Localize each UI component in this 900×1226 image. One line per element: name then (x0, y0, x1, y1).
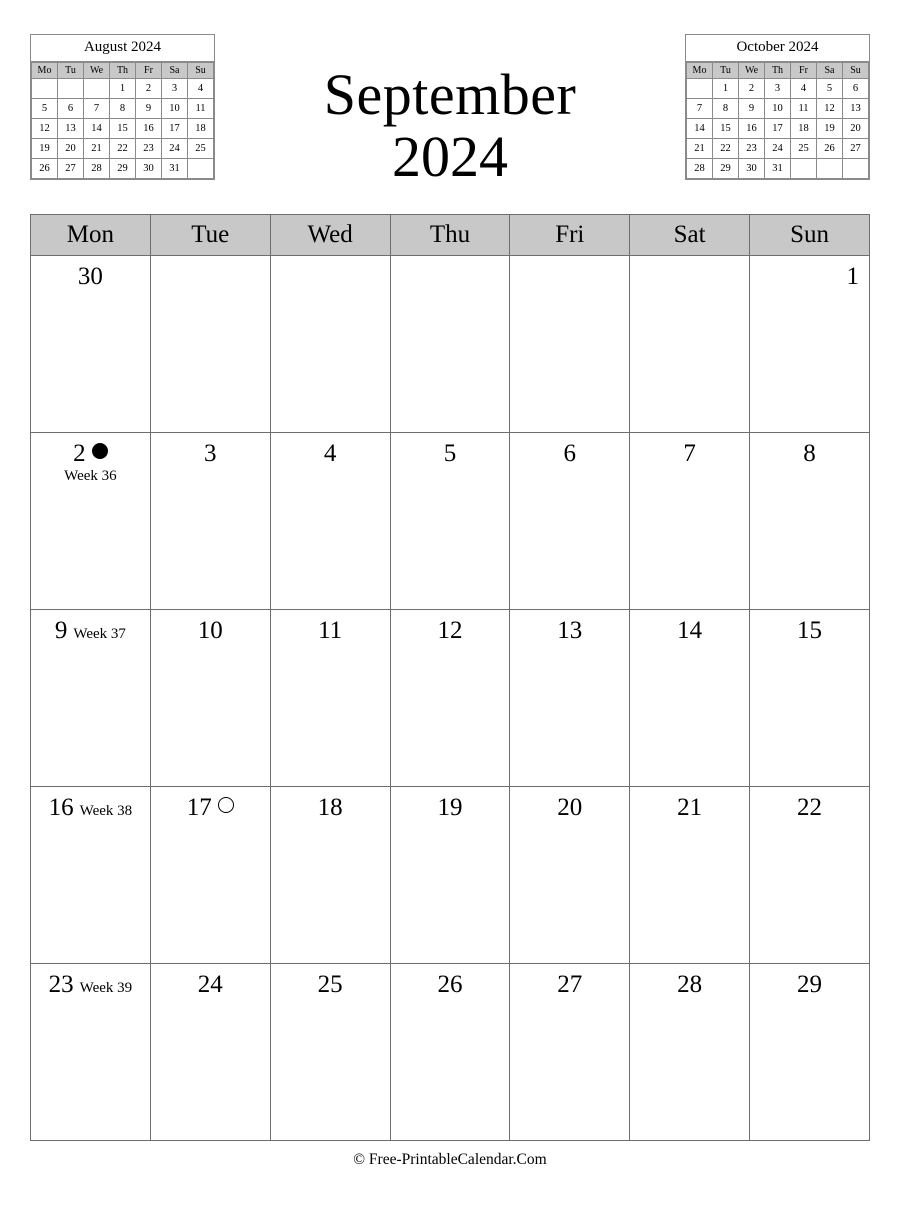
mini-week-row (687, 159, 869, 179)
day-cell[interactable] (630, 610, 750, 787)
day-number: 1 (846, 263, 859, 290)
mini-day-cell: 24 (765, 139, 791, 159)
mini-weekday: Sa (162, 63, 188, 79)
calendar-week-row (31, 964, 870, 1141)
day-number: 15 (797, 617, 823, 644)
mini-calendar-grid (686, 62, 869, 179)
mini-week-row (32, 139, 214, 159)
mini-day-cell: 28 (84, 159, 110, 179)
day-cell[interactable] (630, 964, 750, 1141)
day-number: 7 (683, 440, 696, 467)
day-number: 24 (197, 971, 223, 998)
day-cell[interactable] (750, 964, 870, 1141)
mini-day-cell: 22 (110, 139, 136, 159)
mini-day-cell: 8 (713, 99, 739, 119)
day-cell[interactable] (150, 964, 270, 1141)
day-cell[interactable] (390, 256, 510, 433)
day-number: 5 (443, 440, 457, 467)
calendar-week-row (31, 787, 870, 964)
mini-day-cell: 21 (687, 139, 713, 159)
day-cell[interactable] (390, 433, 510, 610)
day-number: 22 (797, 794, 823, 821)
day-number-row (31, 256, 150, 290)
calendar-header (30, 26, 870, 214)
day-number: 21 (677, 794, 703, 821)
weekday-header-fri: Fri (510, 215, 630, 256)
mini-day-cell (843, 159, 869, 179)
calendar-week-row (31, 433, 870, 610)
mini-weekday-row (32, 63, 214, 79)
mini-day-cell: 28 (687, 159, 713, 179)
mini-week-row (687, 79, 869, 99)
day-number: 12 (437, 617, 463, 644)
day-number-row (151, 610, 270, 644)
mini-day-cell: 21 (84, 139, 110, 159)
mini-day-cell: 27 (843, 139, 869, 159)
day-cell[interactable] (510, 256, 630, 433)
footer-credit[interactable]: © Free-PrintableCalendar.Com (353, 1151, 547, 1168)
day-cell[interactable] (150, 256, 270, 433)
mini-day-cell: 7 (84, 99, 110, 119)
mini-day-cell: 25 (791, 139, 817, 159)
day-number: 30 (77, 263, 103, 290)
mini-day-cell (687, 79, 713, 99)
mini-calendar-title: August 2024 (31, 35, 214, 62)
mini-day-cell (188, 159, 214, 179)
mini-day-cell: 16 (136, 119, 162, 139)
weekday-header-sat: Sat (630, 215, 750, 256)
weekday-header-wed: Wed (270, 215, 390, 256)
mini-day-cell: 2 (739, 79, 765, 99)
day-number-row (630, 964, 749, 998)
weekday-header-sun: Sun (750, 215, 870, 256)
mini-day-cell: 13 (58, 119, 84, 139)
day-cell[interactable] (390, 964, 510, 1141)
day-cell[interactable] (31, 964, 151, 1141)
mini-day-cell: 31 (765, 159, 791, 179)
mini-week-row (32, 159, 214, 179)
mini-day-cell: 5 (817, 79, 843, 99)
day-number: 13 (557, 617, 583, 644)
day-number-row (271, 433, 390, 467)
mini-day-cell: 15 (713, 119, 739, 139)
day-number-row (510, 610, 629, 644)
mini-week-row (687, 119, 869, 139)
calendar-week-row (31, 256, 870, 433)
day-cell[interactable] (510, 964, 630, 1141)
day-number-row (750, 256, 869, 290)
day-number: 18 (317, 794, 343, 821)
mini-day-cell: 6 (58, 99, 84, 119)
mini-day-cell: 18 (188, 119, 214, 139)
mini-calendar-grid (31, 62, 214, 179)
week-number-label: Week 38 (79, 803, 133, 819)
weekday-header-row (31, 215, 870, 256)
day-number: 11 (318, 617, 343, 644)
mini-weekday: We (739, 63, 765, 79)
day-number-row (31, 610, 150, 644)
mini-day-cell: 16 (739, 119, 765, 139)
week-number-label: Week 36 (64, 468, 117, 484)
mini-day-cell: 9 (739, 99, 765, 119)
day-cell[interactable] (750, 433, 870, 610)
day-number-row (151, 256, 270, 264)
mini-day-cell: 12 (32, 119, 58, 139)
day-cell[interactable] (270, 256, 390, 433)
day-number-row (510, 433, 629, 467)
full-moon-icon (218, 797, 234, 813)
weekday-header-tue: Tue (150, 215, 270, 256)
day-number-row (151, 964, 270, 998)
mini-day-cell: 8 (110, 99, 136, 119)
mini-day-cell: 3 (765, 79, 791, 99)
day-cell[interactable] (510, 433, 630, 610)
mini-day-cell: 4 (791, 79, 817, 99)
title-year: 2024 (392, 124, 508, 189)
day-number: 17 (186, 794, 212, 821)
mini-weekday-row (687, 63, 869, 79)
mini-day-cell: 29 (713, 159, 739, 179)
mini-day-cell: 3 (162, 79, 188, 99)
mini-day-cell: 6 (843, 79, 869, 99)
day-number-row (510, 787, 629, 821)
mini-day-cell: 10 (162, 99, 188, 119)
mini-weekday: Su (843, 63, 869, 79)
mini-calendar-next-month (685, 34, 870, 180)
mini-day-cell (84, 79, 110, 99)
mini-weekday: We (84, 63, 110, 79)
day-number-row (31, 433, 150, 467)
mini-weekday: Th (110, 63, 136, 79)
day-number-row (271, 256, 390, 264)
mini-day-cell: 11 (188, 99, 214, 119)
mini-day-cell (817, 159, 843, 179)
day-number-row (630, 610, 749, 644)
day-cell[interactable] (270, 787, 390, 964)
day-number-row (391, 433, 510, 467)
mini-week-row (32, 79, 214, 99)
day-number: 10 (197, 617, 223, 644)
mini-day-cell: 14 (687, 119, 713, 139)
mini-day-cell: 9 (136, 99, 162, 119)
mini-calendar-title: October 2024 (686, 35, 869, 62)
day-number: 2 (73, 440, 86, 467)
mini-calendar-previous-month (30, 34, 215, 180)
day-content (31, 433, 150, 486)
day-number-row (31, 787, 150, 821)
mini-day-cell: 26 (32, 159, 58, 179)
day-number: 8 (803, 440, 816, 467)
day-number-row (630, 433, 749, 467)
mini-weekday: Mo (32, 63, 58, 79)
mini-day-cell (32, 79, 58, 99)
new-moon-icon (92, 443, 108, 459)
week-number-label: Week 39 (79, 980, 133, 996)
day-cell[interactable] (31, 610, 151, 787)
mini-weekday: Tu (58, 63, 84, 79)
weekday-header-thu: Thu (390, 215, 510, 256)
day-number: 28 (677, 971, 703, 998)
mini-day-cell: 31 (162, 159, 188, 179)
day-cell[interactable] (150, 433, 270, 610)
day-number-row (271, 964, 390, 998)
day-number-row (391, 610, 510, 644)
day-cell[interactable] (270, 964, 390, 1141)
day-content (31, 787, 150, 821)
day-number-row (271, 610, 390, 644)
day-cell[interactable] (31, 433, 151, 610)
day-number-row (750, 610, 869, 644)
mini-week-row (32, 99, 214, 119)
mini-day-cell: 1 (713, 79, 739, 99)
mini-day-cell: 2 (136, 79, 162, 99)
day-cell[interactable] (630, 787, 750, 964)
mini-day-cell: 19 (817, 119, 843, 139)
day-number: 4 (323, 440, 337, 467)
day-number: 27 (557, 971, 583, 998)
day-number-row (750, 433, 869, 467)
day-cell[interactable] (750, 256, 870, 433)
day-number-row (31, 964, 150, 998)
day-number: 29 (797, 971, 823, 998)
mini-weekday: Tu (713, 63, 739, 79)
day-number-row (510, 964, 629, 998)
mini-weekday: Fr (791, 63, 817, 79)
day-number: 3 (204, 440, 217, 467)
day-number-row (391, 787, 510, 821)
mini-day-cell: 23 (739, 139, 765, 159)
mini-day-cell: 10 (765, 99, 791, 119)
mini-day-cell: 26 (817, 139, 843, 159)
mini-day-cell: 4 (188, 79, 214, 99)
mini-week-row (32, 119, 214, 139)
mini-day-cell: 7 (687, 99, 713, 119)
day-number-row (271, 787, 390, 821)
mini-day-cell: 30 (739, 159, 765, 179)
mini-day-cell: 20 (58, 139, 84, 159)
mini-day-cell: 13 (843, 99, 869, 119)
mini-day-cell: 12 (817, 99, 843, 119)
mini-day-cell: 14 (84, 119, 110, 139)
day-number-row (391, 256, 510, 264)
mini-day-cell: 18 (791, 119, 817, 139)
day-number: 26 (437, 971, 463, 998)
mini-day-cell: 1 (110, 79, 136, 99)
day-cell[interactable] (390, 610, 510, 787)
week-number-label: Week 37 (73, 626, 126, 642)
day-cell[interactable] (150, 610, 270, 787)
mini-day-cell: 20 (843, 119, 869, 139)
day-cell[interactable] (270, 610, 390, 787)
mini-day-cell: 15 (110, 119, 136, 139)
day-cell[interactable] (31, 787, 151, 964)
day-cell[interactable] (630, 433, 750, 610)
calendar-week-row (31, 610, 870, 787)
mini-day-cell: 19 (32, 139, 58, 159)
weekday-header-mon: Mon (31, 215, 151, 256)
day-cell[interactable] (390, 787, 510, 964)
mini-weekday: Mo (687, 63, 713, 79)
mini-week-row (687, 139, 869, 159)
mini-day-cell: 30 (136, 159, 162, 179)
mini-weekday: Sa (817, 63, 843, 79)
day-cell[interactable] (510, 787, 630, 964)
day-number-row (510, 256, 629, 264)
day-cell[interactable] (150, 787, 270, 964)
day-cell[interactable] (630, 256, 750, 433)
mini-weekday: Su (188, 63, 214, 79)
mini-day-cell: 29 (110, 159, 136, 179)
mini-day-cell: 25 (188, 139, 214, 159)
title-month: September (323, 62, 577, 127)
day-number: 19 (437, 794, 463, 821)
day-number-row (391, 964, 510, 998)
day-number-row (151, 787, 270, 821)
day-number: 9 (54, 617, 68, 644)
day-number: 20 (557, 794, 583, 821)
day-content (31, 610, 150, 644)
mini-day-cell: 27 (58, 159, 84, 179)
day-number: 23 (48, 971, 74, 998)
mini-weekday: Fr (136, 63, 162, 79)
day-number-row (151, 433, 270, 467)
day-cell[interactable] (270, 433, 390, 610)
mini-day-cell: 11 (791, 99, 817, 119)
mini-day-cell: 22 (713, 139, 739, 159)
day-number: 25 (317, 971, 343, 998)
mini-day-cell: 17 (162, 119, 188, 139)
day-cell[interactable] (31, 256, 151, 433)
day-cell[interactable] (750, 787, 870, 964)
mini-day-cell: 17 (765, 119, 791, 139)
mini-day-cell: 24 (162, 139, 188, 159)
day-number: 6 (563, 440, 577, 467)
mini-day-cell (58, 79, 84, 99)
day-number: 14 (677, 617, 703, 644)
day-number: 16 (48, 794, 74, 821)
day-cell[interactable] (750, 610, 870, 787)
mini-weekday: Th (765, 63, 791, 79)
day-number-row (750, 787, 869, 821)
mini-day-cell (791, 159, 817, 179)
day-number-row (630, 787, 749, 821)
day-number-row (630, 256, 749, 264)
mini-day-cell: 5 (32, 99, 58, 119)
day-cell[interactable] (510, 610, 630, 787)
mini-week-row (687, 99, 869, 119)
month-grid (30, 214, 870, 1141)
day-content (31, 964, 150, 998)
mini-day-cell: 23 (136, 139, 162, 159)
day-number-row (750, 964, 869, 998)
